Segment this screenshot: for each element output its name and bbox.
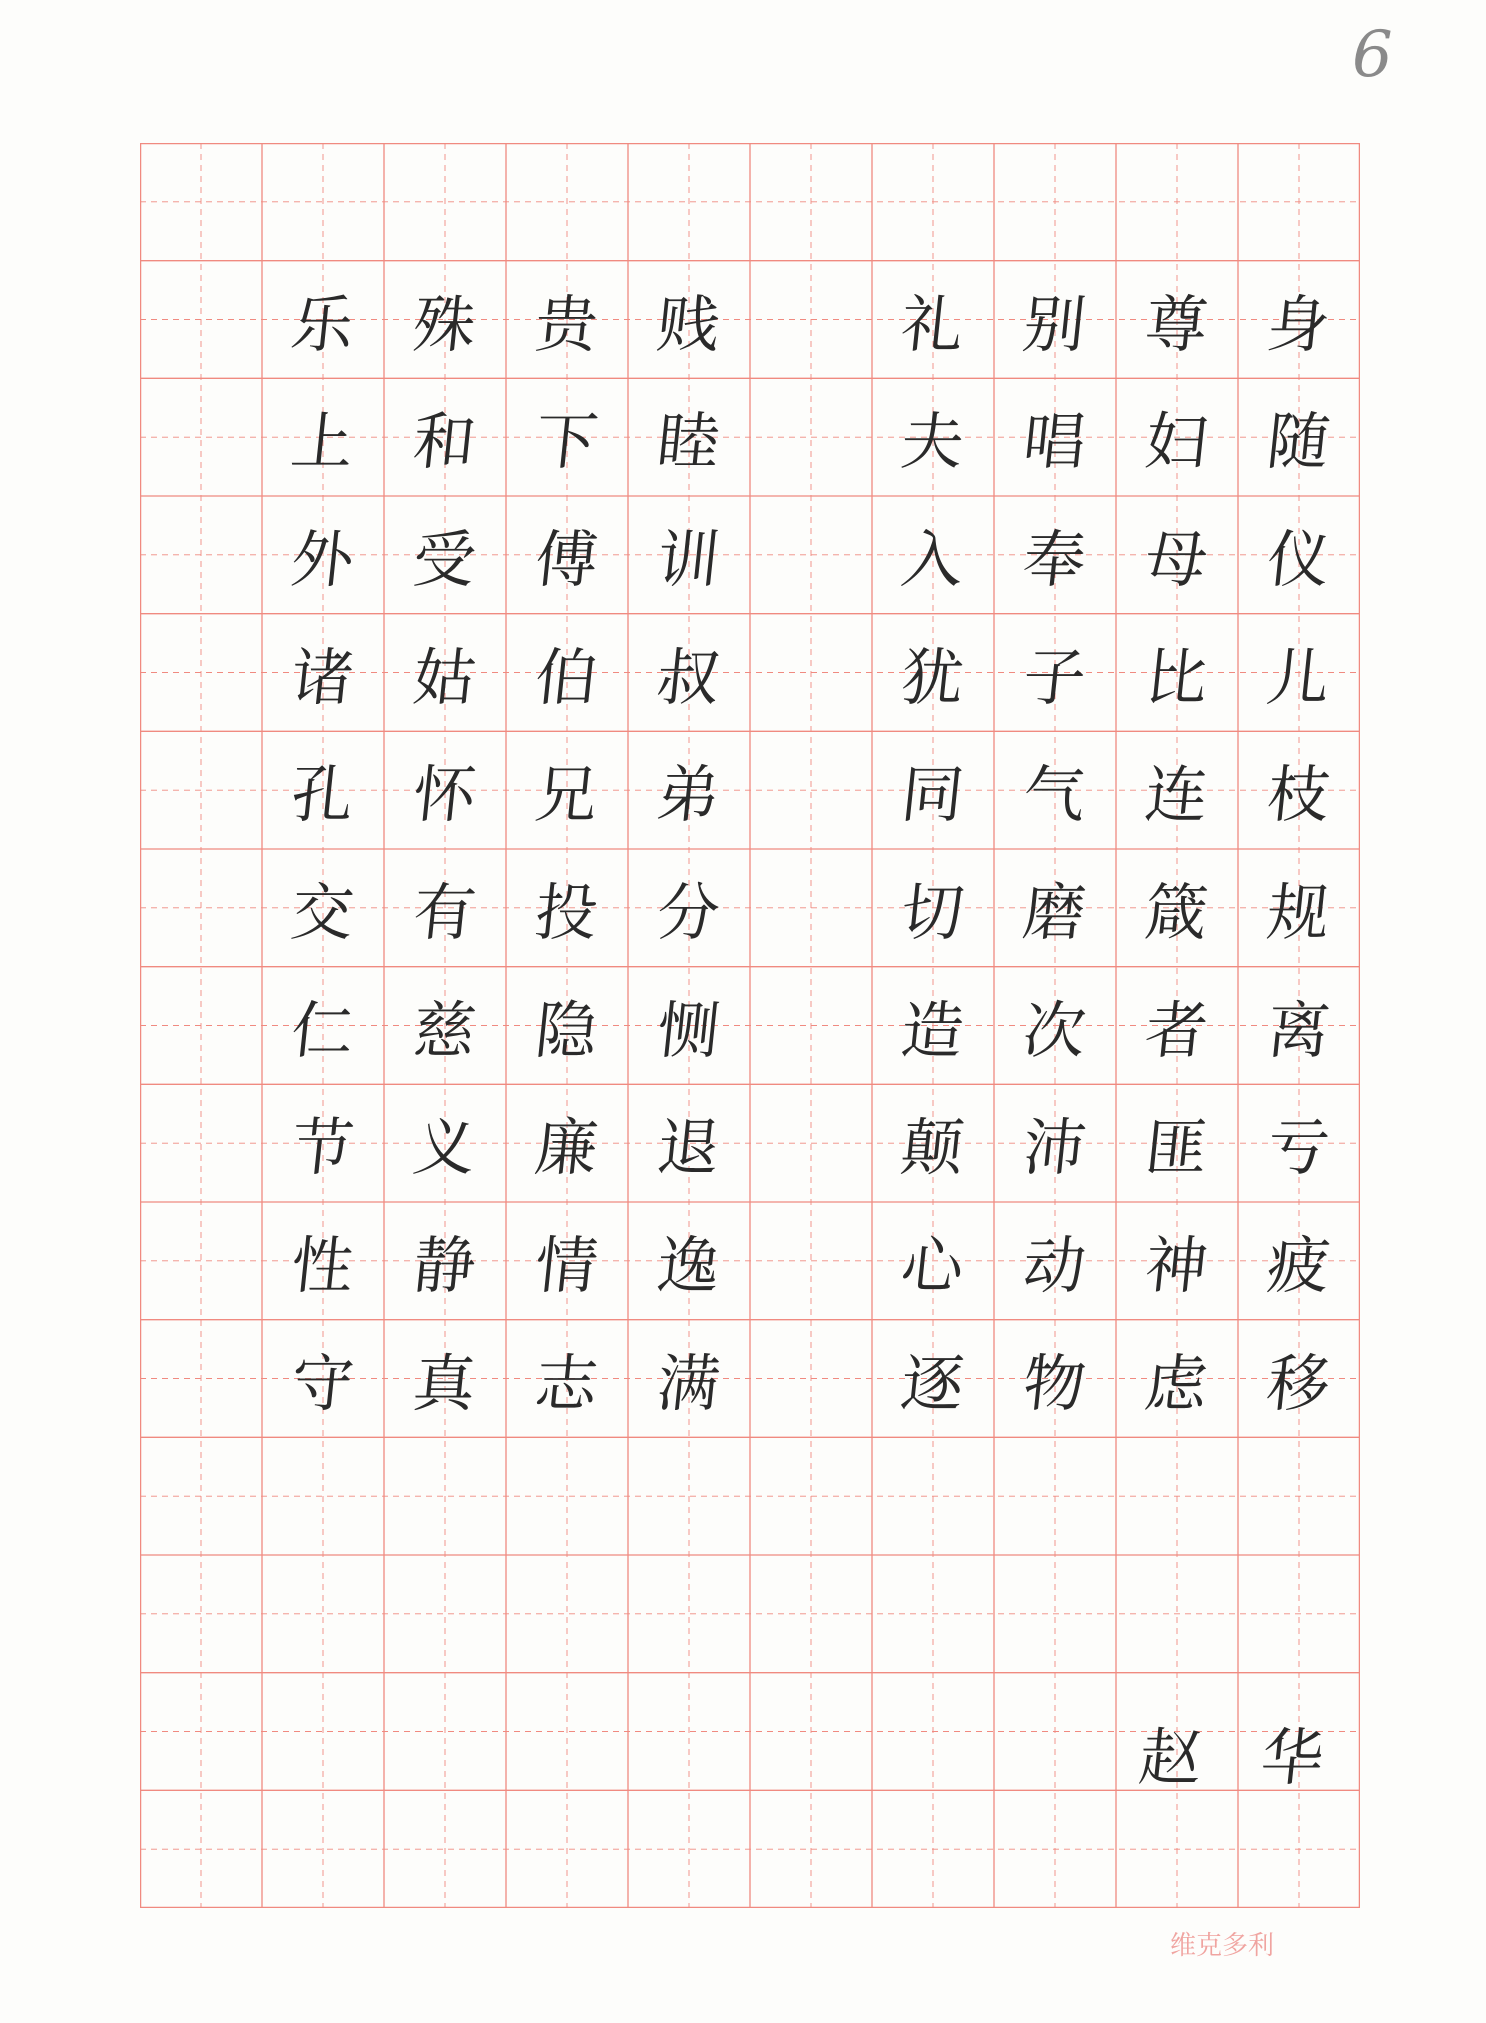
handwritten-character: 姑 <box>409 640 480 714</box>
handwritten-character: 母 <box>1141 523 1212 597</box>
handwritten-character: 伯 <box>531 640 602 714</box>
handwritten-character: 性 <box>287 1229 358 1303</box>
handwritten-character: 乐 <box>287 287 358 361</box>
handwritten-character: 连 <box>1141 758 1212 832</box>
handwritten-character: 怀 <box>409 758 480 832</box>
handwritten-character: 兄 <box>531 758 602 832</box>
handwritten-character: 同 <box>897 758 968 832</box>
handwritten-character: 箴 <box>1141 876 1212 950</box>
handwritten-character: 孔 <box>287 758 358 832</box>
handwritten-character: 规 <box>1263 876 1334 950</box>
handwritten-character: 沛 <box>1019 1111 1090 1185</box>
handwritten-character: 比 <box>1141 640 1212 714</box>
handwritten-character: 慈 <box>409 993 480 1067</box>
handwritten-character: 儿 <box>1263 640 1334 714</box>
handwritten-character: 和 <box>409 405 480 479</box>
handwritten-character: 叔 <box>653 640 724 714</box>
handwritten-character: 心 <box>897 1229 968 1303</box>
handwritten-character: 切 <box>897 876 968 950</box>
handwritten-character: 守 <box>287 1346 358 1420</box>
handwritten-character: 外 <box>287 523 358 597</box>
page-number: 6 <box>1352 18 1393 92</box>
brand-logo-text: 维克多利 <box>1170 1931 1275 1961</box>
handwritten-character: 交 <box>287 876 358 950</box>
handwritten-character: 别 <box>1019 287 1090 361</box>
character-columns <box>140 143 1360 1908</box>
handwritten-character: 训 <box>653 523 724 597</box>
handwritten-character: 入 <box>897 523 968 597</box>
handwritten-character: 气 <box>1019 758 1090 832</box>
handwritten-character: 仪 <box>1263 523 1334 597</box>
handwritten-character: 次 <box>1019 993 1090 1067</box>
handwritten-character: 节 <box>287 1111 358 1185</box>
handwritten-character: 上 <box>287 405 358 479</box>
handwritten-character: 贱 <box>653 287 724 361</box>
handwritten-character: 唱 <box>1019 405 1090 479</box>
handwritten-character: 移 <box>1263 1346 1334 1420</box>
writing-grid <box>140 143 1388 1908</box>
handwritten-character: 隐 <box>531 993 602 1067</box>
handwritten-character: 逸 <box>653 1229 724 1303</box>
handwritten-character: 虑 <box>1141 1346 1212 1420</box>
handwritten-character: 满 <box>653 1346 724 1420</box>
handwritten-character: 妇 <box>1141 405 1212 479</box>
handwritten-character: 受 <box>409 523 480 597</box>
handwritten-character: 疲 <box>1263 1229 1334 1303</box>
handwritten-character: 静 <box>409 1229 480 1303</box>
handwritten-character: 亏 <box>1263 1111 1334 1185</box>
handwritten-character: 真 <box>409 1346 480 1420</box>
signature: 赵华 <box>1135 1721 1388 1794</box>
handwritten-character: 廉 <box>531 1111 602 1185</box>
handwritten-character: 尊 <box>1141 287 1212 361</box>
handwritten-character: 神 <box>1141 1229 1212 1303</box>
handwritten-character: 逐 <box>897 1346 968 1420</box>
handwritten-character: 礼 <box>897 287 968 361</box>
handwritten-character: 殊 <box>409 287 480 361</box>
handwritten-character: 恻 <box>653 993 724 1067</box>
handwritten-character: 有 <box>409 876 480 950</box>
handwritten-character: 投 <box>531 876 602 950</box>
handwritten-character: 磨 <box>1019 876 1090 950</box>
handwritten-character: 身 <box>1263 287 1334 361</box>
handwritten-character: 犹 <box>897 640 968 714</box>
handwritten-character: 退 <box>653 1111 724 1185</box>
handwritten-character: 分 <box>653 876 724 950</box>
handwritten-character: 奉 <box>1019 523 1090 597</box>
handwritten-character: 离 <box>1263 993 1334 1067</box>
handwritten-character: 颠 <box>897 1111 968 1185</box>
handwritten-character: 贵 <box>531 287 602 361</box>
handwritten-character: 诸 <box>287 640 358 714</box>
handwritten-character: 傅 <box>531 523 602 597</box>
handwritten-character: 仁 <box>287 993 358 1067</box>
handwritten-character: 匪 <box>1141 1111 1212 1185</box>
handwritten-character: 情 <box>531 1229 602 1303</box>
handwritten-character: 枝 <box>1263 758 1334 832</box>
handwritten-character: 物 <box>1019 1346 1090 1420</box>
handwritten-character: 下 <box>531 405 602 479</box>
handwritten-character: 夫 <box>897 405 968 479</box>
handwritten-character: 者 <box>1141 993 1212 1067</box>
handwritten-character: 动 <box>1019 1229 1090 1303</box>
handwritten-character: 随 <box>1263 405 1334 479</box>
handwritten-character: 睦 <box>653 405 724 479</box>
handwritten-character: 子 <box>1019 640 1090 714</box>
handwritten-character: 弟 <box>653 758 724 832</box>
handwritten-character: 造 <box>897 993 968 1067</box>
handwritten-character: 志 <box>531 1346 602 1420</box>
handwritten-character: 义 <box>409 1111 480 1185</box>
